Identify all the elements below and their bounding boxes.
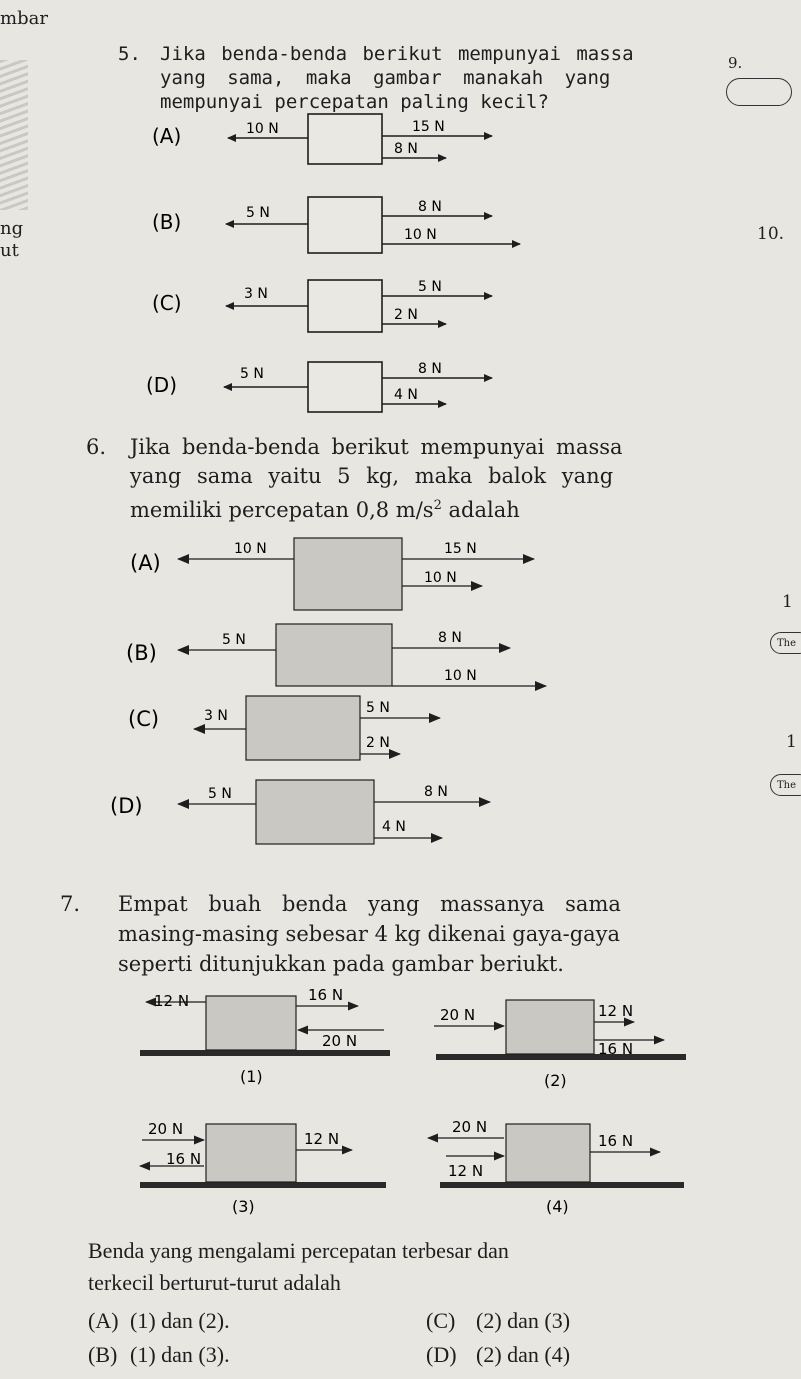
q6-option-d-label: (D) xyxy=(110,794,143,818)
margin-fragment-ut: ut xyxy=(0,240,19,261)
answer-d-text[interactable]: (2) dan (4) xyxy=(476,1342,571,1367)
q7-fig2-left-force: 20 N xyxy=(440,1006,476,1024)
q6-option-b-left-force: 5 N xyxy=(222,632,246,648)
question-7-line-3: seperti ditunjukkan pada gambar beriukt. xyxy=(118,952,564,976)
answer-c-text[interactable]: (2) dan (3) xyxy=(476,1308,571,1333)
question-5-line-2: yang sama, maka gambar manakah yang xyxy=(160,67,611,89)
q7-fig3-left-bottom-force: 16 N xyxy=(166,1150,202,1168)
question-6-line-3-prefix: memiliki percepatan 0,8 m/s xyxy=(130,498,434,522)
question-7-after-line-1: Benda yang mengalami percepatan terbesar dan xyxy=(88,1238,509,1263)
question-6-line-1: Jika benda-benda berikut mempunyai massa xyxy=(130,435,623,459)
margin-fragment-top: mbar xyxy=(0,8,48,29)
question-7-figures xyxy=(0,980,801,1220)
q6-option-c-left-force: 3 N xyxy=(204,708,228,724)
q5-option-c-label: (C) xyxy=(152,291,182,315)
q7-fig4-caption: (4) xyxy=(546,1197,569,1216)
q5-option-c-right-top-force: 5 N xyxy=(418,279,442,295)
q7-fig1-ground xyxy=(140,1050,390,1056)
question-7-line-2: masing-masing sebesar 4 kg dikenai gaya-gaya xyxy=(118,922,621,946)
right-margin-tag-a: The xyxy=(770,632,801,654)
question-6-line-3-suffix: adalah xyxy=(441,498,520,522)
q7-fig3-block xyxy=(206,1124,296,1182)
question-6-number: 6. xyxy=(86,435,107,459)
q7-fig4-block xyxy=(506,1124,590,1182)
question-5-number: 5. xyxy=(118,43,141,65)
q7-fig1-block xyxy=(206,996,296,1050)
q5-option-d-right-top-force: 8 N xyxy=(418,361,442,377)
q7-fig1-right-bottom-force: 20 N xyxy=(322,1032,358,1050)
question-7-after-line-2: terkecil berturut-turut adalah xyxy=(88,1270,341,1295)
q5-option-b-label: (B) xyxy=(152,210,182,234)
answer-b-text[interactable]: (1) dan (3). xyxy=(130,1342,230,1367)
q5-option-b-right-bottom-force: 10 N xyxy=(404,227,437,243)
q5-option-d-label: (D) xyxy=(146,373,178,397)
q7-fig2-block xyxy=(506,1000,594,1054)
q6-option-a-right-bottom-force: 10 N xyxy=(424,570,457,586)
q6-option-a-right-top-force: 15 N xyxy=(444,541,477,557)
q7-fig2-right-top-force: 12 N xyxy=(598,1002,634,1020)
answer-b-label[interactable]: (B) xyxy=(88,1342,118,1367)
q5-option-b-left-force: 5 N xyxy=(246,205,270,221)
q5-option-b-right-top-force: 8 N xyxy=(418,199,442,215)
question-6-figures xyxy=(0,520,801,850)
question-5-line-3: mempunyai percepatan paling kecil? xyxy=(160,91,549,113)
q7-fig4-left-bottom-force: 12 N xyxy=(448,1162,484,1180)
q5-option-c-right-bottom-force: 2 N xyxy=(394,307,418,323)
q7-fig3-left-top-force: 20 N xyxy=(148,1120,184,1138)
q6-option-c-right-bottom-force: 2 N xyxy=(366,735,390,751)
q5-option-c-block xyxy=(308,280,382,332)
q6-option-a-left-force: 10 N xyxy=(234,541,267,557)
right-margin-tag-b: The xyxy=(770,774,801,796)
right-margin-number-9: 9. xyxy=(728,54,743,72)
q7-fig2-caption: (2) xyxy=(544,1071,567,1090)
right-margin-number-10: 10. xyxy=(757,224,785,244)
q5-option-d-left-force: 5 N xyxy=(240,366,264,382)
question-5-figures xyxy=(0,0,801,430)
answer-a-label[interactable]: (A) xyxy=(88,1308,119,1333)
q7-fig1-left-force: 12 N xyxy=(154,992,190,1010)
q6-option-a-block xyxy=(294,538,402,610)
question-6-line-2: yang sama yaitu 5 kg, maka balok yang xyxy=(130,464,614,488)
q6-option-c-block xyxy=(246,696,360,760)
q7-fig3-right-force: 12 N xyxy=(304,1130,340,1148)
q7-fig3-ground xyxy=(140,1182,386,1188)
q6-option-c-right-top-force: 5 N xyxy=(366,700,390,716)
question-6-line-3-sup: 2 xyxy=(433,498,442,513)
q5-option-c-left-force: 3 N xyxy=(244,286,268,302)
q5-option-d-right-bottom-force: 4 N xyxy=(394,387,418,403)
q6-option-c-label: (C) xyxy=(128,707,160,731)
q7-fig3-caption: (3) xyxy=(232,1197,255,1216)
q6-option-d-right-bottom-force: 4 N xyxy=(382,819,406,835)
q5-option-b-block xyxy=(308,197,382,253)
q5-option-a-block xyxy=(308,114,382,164)
q6-option-d-right-top-force: 8 N xyxy=(424,784,448,800)
margin-fragment-ng: ng xyxy=(0,218,24,239)
q7-fig1-caption: (1) xyxy=(240,1067,263,1086)
q6-option-b-right-bottom-force: 10 N xyxy=(444,668,477,684)
q6-option-d-block xyxy=(256,780,374,844)
q7-fig4-left-top-force: 20 N xyxy=(452,1118,488,1136)
question-7-line-1: Empat buah benda yang massanya sama xyxy=(118,892,621,916)
question-7-number: 7. xyxy=(60,892,81,916)
q7-fig1-right-top-force: 16 N xyxy=(308,986,344,1004)
q6-option-d-left-force: 5 N xyxy=(208,786,232,802)
q6-option-b-label: (B) xyxy=(126,641,157,665)
answer-a-text[interactable]: (1) dan (2). xyxy=(130,1308,230,1333)
q7-fig4-ground xyxy=(440,1182,684,1188)
q5-option-a-left-force: 10 N xyxy=(246,121,279,137)
q5-option-a-right-bottom-force: 8 N xyxy=(394,141,418,157)
q5-option-a-right-top-force: 15 N xyxy=(412,119,445,135)
answer-d-label[interactable]: (D) xyxy=(426,1342,457,1367)
q7-fig4-right-force: 16 N xyxy=(598,1132,634,1150)
q5-option-a-label: (A) xyxy=(152,124,182,148)
q7-fig2-right-bottom-force: 16 N xyxy=(598,1040,634,1058)
q6-option-a-label: (A) xyxy=(130,551,161,575)
q6-option-b-right-top-force: 8 N xyxy=(438,630,462,646)
q5-option-d-block xyxy=(308,362,382,412)
right-margin-number-1a: 1 xyxy=(782,592,793,612)
right-margin-number-1b: 1 xyxy=(786,732,797,752)
question-5-line-1: Jika benda-benda berikut mempunyai massa xyxy=(160,43,634,65)
q7-fig2-ground xyxy=(436,1054,686,1060)
q6-option-b-block xyxy=(276,624,392,686)
answer-c-label[interactable]: (C) xyxy=(426,1308,456,1333)
